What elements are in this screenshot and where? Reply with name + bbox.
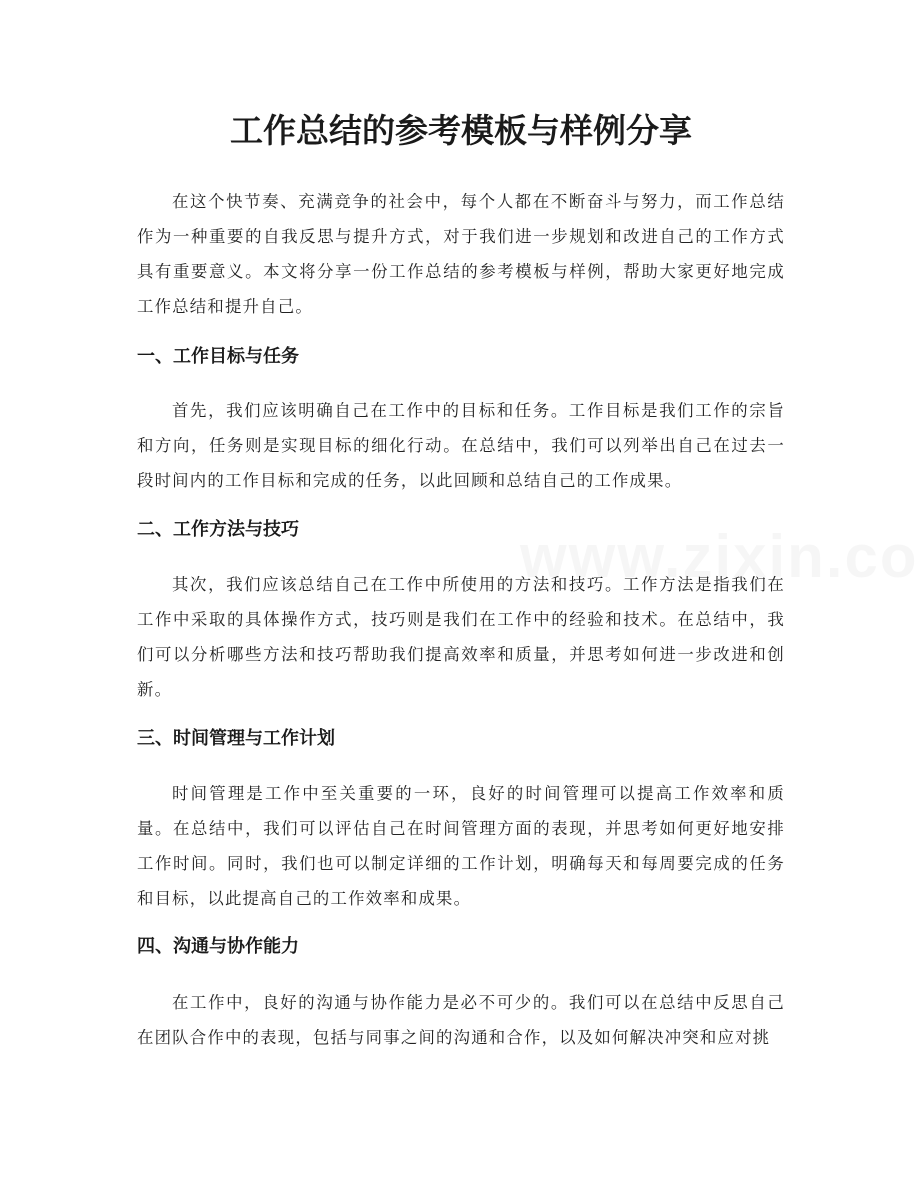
section-heading-1: 一、工作目标与任务: [137, 346, 299, 367]
section-heading-2: 二、工作方法与技巧: [137, 519, 299, 540]
document-title: 工作总结的参考模板与样例分享: [230, 111, 692, 150]
section-body-1: 首先，我们应该明确自己在工作中的目标和任务。工作目标是我们工作的宗旨和方向，任务则是实现目标的细化行动。在总结中，我们可以列举出自己在过去一段时间内的工作目标和完成的任务，以此回顾和总结自己的工作成果。: [137, 401, 785, 490]
intro-paragraph: 在这个快节奏、充满竞争的社会中，每个人都在不断奋斗与努力，而工作总结作为一种重要的自我反思与提升方式，对于我们进一步规划和改进自己的工作方式具有重要意义。本文将分享一份工作总结的参考模板与样例，帮助大家更好地完成工作总结和提升自己。: [137, 192, 785, 316]
section-body-2: 其次，我们应该总结自己在工作中所使用的方法和技巧。工作方法是指我们在工作中采取的具体操作方式，技巧则是我们在工作中的经验和技术。在总结中，我们可以分析哪些方法和技巧帮助我们提高效率和质量，并思考如何进一步改进和创新。: [137, 575, 785, 699]
section-body-3: 时间管理是工作中至关重要的一环，良好的时间管理可以提高工作效率和质量。在总结中，我们可以评估自己在时间管理方面的表现，并思考如何更好地安排工作时间。同时，我们也可以制定详细的工作计划，明确每天和每周要完成的任务和目标，以此提高自己的工作效率和成果。: [137, 784, 785, 908]
section-heading-3: 三、时间管理与工作计划: [137, 728, 335, 749]
section-body-4: 在工作中，良好的沟通与协作能力是必不可少的。我们可以在总结中反思自己在团队合作中的表现，包括与同事之间的沟通和合作，以及如何解决冲突和应对挑: [137, 993, 785, 1047]
section-heading-4: 四、沟通与协作能力: [137, 936, 299, 957]
